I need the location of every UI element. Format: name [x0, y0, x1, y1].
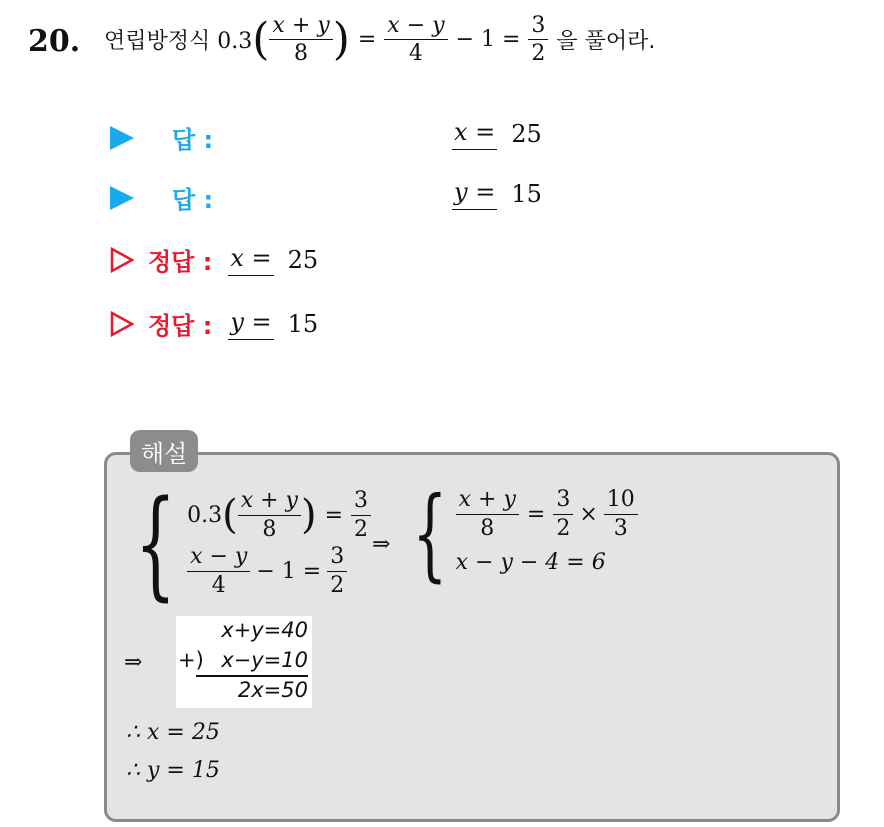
right-paren: )	[332, 13, 350, 65]
equals-sign: =	[357, 27, 377, 53]
left-paren: (	[252, 13, 270, 65]
left-brace: {	[134, 474, 177, 612]
outline-triangle-icon	[110, 311, 134, 337]
outline-triangle-icon	[110, 247, 134, 273]
play-triangle-icon	[110, 186, 134, 210]
left-brace: {	[412, 475, 448, 592]
answer-y-value: y = 15	[454, 178, 542, 208]
answer-label: 답 :	[172, 186, 214, 214]
system2-line1: $\frac{x + y}{8}$ = $\frac{3}{2}$ × $\frac{10}{3}$	[456, 486, 638, 542]
implies-arrow-2: ⇒	[124, 650, 143, 675]
elimination-calc: x+y=40 +) x−y=10 2x=50	[176, 616, 312, 708]
question-suffix: 을 풀어라.	[556, 29, 656, 55]
correct-x-val: 25	[287, 245, 319, 274]
correct-y-val: 15	[287, 309, 319, 338]
answer-x-value: x = 25	[454, 118, 542, 148]
equation-system-2	[408, 475, 638, 592]
fraction-x-plus-y-over-8: $\frac{x + y}{8}$	[269, 14, 332, 65]
answer-row-x	[110, 120, 213, 155]
question-text	[104, 14, 655, 65]
play-triangle-icon	[110, 126, 134, 150]
result-x: ∴ x = 25	[126, 720, 220, 745]
fraction-3-over-2: $\frac{3}{2}$	[528, 14, 548, 65]
correct-y-var: y =	[228, 308, 273, 340]
question-prefix: 연립방정식 0.3	[104, 29, 253, 55]
fraction-x-minus-y-over-4: $\frac{x - y}{4}$	[384, 14, 447, 65]
correct-x-var: x =	[228, 244, 273, 276]
equation-system-1	[128, 474, 371, 612]
correct-answer-label: 정답 :	[148, 312, 213, 340]
implies-arrow: ⇒	[372, 532, 391, 557]
answer-row-y	[110, 180, 213, 215]
correct-answer-label: 정답 :	[148, 248, 213, 276]
correct-answer-row-x	[110, 242, 318, 277]
question-number: 20.	[28, 24, 81, 59]
correct-answer-row-y	[110, 306, 318, 341]
system1-line1: 0.3 ( $\frac{x + y}{8}$ ) = $\frac{3}{2}$	[187, 487, 371, 543]
system2-line2: x − y − 4 = 6	[455, 549, 606, 575]
system1-line2: $\frac{x - y}{4}$ − 1 = $\frac{3}{2}$	[187, 543, 371, 599]
answer-label: 답 :	[172, 126, 214, 154]
sum-line	[196, 675, 308, 677]
result-y: ∴ y = 15	[126, 758, 220, 783]
solution-tag: 해설	[130, 430, 198, 472]
minus-one-equals: − 1 =	[455, 27, 521, 53]
